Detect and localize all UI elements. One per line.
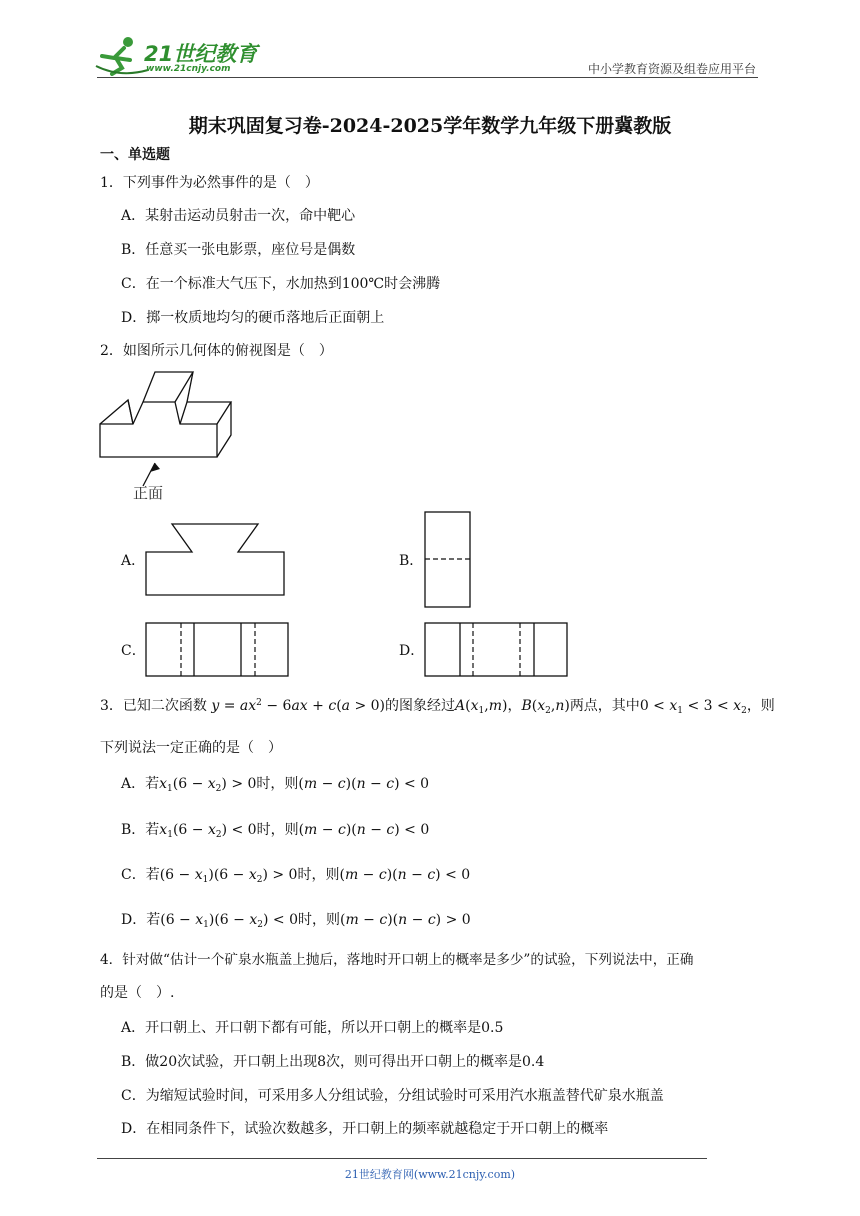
q4-option-c: C．为缩短试验时间，可采用多人分组试验，分组试验时可采用汽水瓶盖替代矿泉水瓶盖 [121,1088,664,1104]
q1-option-d: D．掷一枚质地均匀的硬币落地后正面朝上 [121,310,385,326]
q2-option-a-figure[interactable] [145,521,287,597]
q3-stem-line1: 3．已知二次函数 $y = ax^2 - 6ax + c(a > 0)$的图象经过$A(x_1,m)$，$B(x_2,n)$两点，其中$0 < x_1 < 3 < x_2$，则 [100,698,775,716]
q4-stem-line1: 4．针对做“估计一个矿泉水瓶盖上抛后，落地时开口朝上的概率是多少”的试验，下列说法中，正确 [100,952,694,968]
footer-rule [97,1158,707,1159]
q1-option-b: B．任意买一张电影票，座位号是偶数 [121,242,356,258]
q2-option-c-label: C． [121,643,146,659]
site-logo [94,36,264,76]
q2-option-d-figure[interactable] [424,622,569,678]
front-label: 正面 [133,484,164,502]
q4-option-b: B．做20次试验，开口朝上出现8次，则可得出开口朝上的概率是0.4 [121,1054,545,1070]
page-title: 期末巩固复习卷-2024-2025学年数学九年级下册冀教版 [188,115,672,137]
q2-stem: 2．如图所示几何体的俯视图是（ ） [100,343,333,359]
q2-option-b-figure[interactable] [424,511,472,609]
q1-stem: 1．下列事件为必然事件的是（ ） [100,175,319,191]
q1-option-c: C．在一个标准大气压下，水加热到100℃时会沸腾 [121,276,441,292]
q3-stem-line2: 下列说法一定正确的是（ ） [100,740,282,756]
q2-option-d-label: D． [399,643,425,659]
q3-option-c: C．若$(6 - x_1)(6 - x_2) > 0$时，则(m − c)(n − c) < 0 [121,867,471,885]
q4-option-a: A．开口朝上、开口朝下都有可能，所以开口朝上的概率是0.5 [121,1020,504,1036]
q3-option-b: B．若$x_1(6 - x_2) < 0$时，则(m − c)(n − c) < 0 [121,822,430,840]
q2-option-a-label: A． [121,553,146,569]
header-rule [97,77,758,78]
q2-option-b-label: B． [399,553,424,569]
q1-option-a: A．某射击运动员射击一次，命中靶心 [121,208,356,224]
footer-text: 21世纪教育网(www.21cnjy.com) [344,1168,516,1181]
logo-text: 21世纪教育 [144,42,258,66]
runner-logo-icon [94,36,150,76]
q3-option-a: A．若$x_1(6 - x_2) > 0$时，则(m − c)(n − c) < 0 [121,776,430,794]
q3-option-d: D．若$(6 - x_1)(6 - x_2) < 0$时，则(m − c)(n − c) > 0 [121,912,471,930]
q2-solid-figure [95,368,245,503]
q4-option-d: D．在相同条件下，试验次数越多，开口朝上的频率就越稳定于开口朝上的概率 [121,1121,609,1137]
section-heading: 一、单选题 [100,147,170,163]
q2-option-c-figure[interactable] [145,622,290,678]
q4-stem-line2: 的是（ ）. [100,985,175,1001]
logo-url: www.21cnjy.com [146,64,231,74]
platform-text: 中小学教育资源及组卷应用平台 [587,62,756,76]
